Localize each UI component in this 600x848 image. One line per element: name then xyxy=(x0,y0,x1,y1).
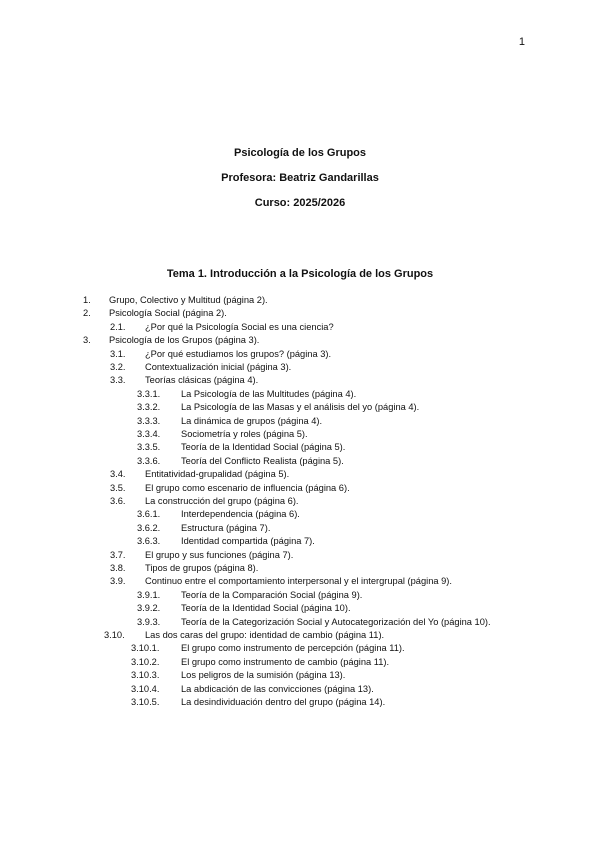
toc-item-text: La dinámica de grupos (página 4). xyxy=(181,415,323,426)
toc-item-number: 3.8. xyxy=(110,563,126,573)
toc-item-number: 3.3.2. xyxy=(137,402,161,413)
toc-item-text: ¿Por qué estudiamos los grupos? (página 3). xyxy=(145,348,332,359)
toc-item-number: 2.1. xyxy=(110,321,126,332)
toc-item-number: 3.6.3. xyxy=(137,536,161,547)
toc-item-text: La desindividuación dentro del grupo (página 14). xyxy=(181,697,386,707)
toc-item-number: 3.4. xyxy=(110,469,126,480)
toc-item-text: El grupo como instrumento de percepción (página 11). xyxy=(181,643,405,654)
toc-item-number: 3.10.3. xyxy=(131,670,160,681)
course-title: Psicología de los Grupos xyxy=(233,147,367,159)
toc-item-text: La abdicación de las convicciones (página 13). xyxy=(181,683,374,694)
toc-item-number: 3.3.4. xyxy=(137,429,161,439)
toc-item-text: Teoría de la Identidad Social (página 5). xyxy=(181,442,346,453)
toc-item-number: 3. xyxy=(83,335,91,346)
toc-item-number: 3.10. xyxy=(104,630,125,640)
toc-item-text: Los peligros de la sumisión (página 13). xyxy=(181,670,346,681)
toc-item-text: Psicología de los Grupos (página 3). xyxy=(109,335,260,346)
toc-item-text: Teorías clásicas (página 4). xyxy=(145,375,259,386)
toc-item-number: 3.9.1. xyxy=(137,589,161,600)
toc-item-text: Teoría de la Comparación Social (página 9). xyxy=(181,589,363,600)
toc-item-number: 3.10.4. xyxy=(131,683,160,694)
toc-item-text: La construcción del grupo (página 6). xyxy=(145,496,299,506)
toc-item-text: Teoría de la Identidad Social (página 10). xyxy=(181,603,351,614)
page-number: 1 xyxy=(518,36,525,48)
toc-item-text: Interdependencia (página 6). xyxy=(181,509,300,520)
toc-item-number: 3.3.5. xyxy=(137,442,161,453)
professor-name: Profesora: Beatriz Gandarillas xyxy=(221,172,379,184)
toc-item-number: 1. xyxy=(83,295,91,305)
course-year: Curso: 2025/2026 xyxy=(254,197,346,209)
toc-item-text: El grupo como instrumento de cambio (página 11). xyxy=(181,656,390,667)
toc-item-text: La Psicología de las Masas y el análisis del yo (página 4). xyxy=(181,402,420,413)
toc-item-number: 3.5. xyxy=(110,482,126,493)
toc-item-text: Estructura (página 7). xyxy=(181,522,271,533)
toc-item-text: Entitatividad-grupalidad (página 5). xyxy=(145,469,290,480)
toc-item-number: 3.10.1. xyxy=(131,643,160,654)
topic-title: Tema 1. Introducción a la Psicología de los Grupos xyxy=(166,268,434,280)
toc-item-number: 3.6.1. xyxy=(137,509,161,520)
toc-item-number: 3.9. xyxy=(110,576,126,587)
toc-item-text: Teoría del Conflicto Realista (página 5). xyxy=(181,455,344,466)
toc-item-number: 3.6. xyxy=(110,496,126,506)
toc-item-text: El grupo y sus funciones (página 7). xyxy=(145,549,294,560)
toc-item-text: Contextualización inicial (página 3). xyxy=(145,362,292,372)
toc-item-number: 3.10.2. xyxy=(131,656,160,667)
toc-item-number: 3.7. xyxy=(110,549,126,560)
toc-item-number: 3.3.3. xyxy=(137,415,161,426)
toc-item-number: 3.3.6. xyxy=(137,455,161,466)
toc-item-number: 3.3. xyxy=(110,375,126,386)
toc-item-text: Sociometría y roles (página 5). xyxy=(181,429,308,439)
toc-item-number: 3.10.5. xyxy=(131,697,160,707)
toc-item-number: 3.3.1. xyxy=(137,388,161,399)
toc-item-text: Continuo entre el comportamiento interpersonal y el intergrupal (página 9). xyxy=(145,576,452,587)
toc-item-text: Grupo, Colectivo y Multitud (página 2). xyxy=(109,295,268,305)
toc-item-number: 3.1. xyxy=(110,348,126,359)
toc-item-text: Psicología Social (página 2). xyxy=(109,308,227,319)
toc-item-text: La Psicología de las Multitudes (página 4). xyxy=(181,388,357,399)
toc-item-text: Teoría de la Categorización Social y Autocategorización del Yo (página 10). xyxy=(181,616,491,627)
toc-item-number: 3.2. xyxy=(110,362,126,372)
toc-item-number: 3.9.3. xyxy=(137,616,161,627)
toc-item-number: 3.9.2. xyxy=(137,603,161,614)
toc-item-text: El grupo como escenario de influencia (página 6). xyxy=(145,482,350,493)
toc-item-text: Las dos caras del grupo: identidad de cambio (página 11). xyxy=(145,630,385,640)
toc-item-text: ¿Por qué la Psicología Social es una ciencia? xyxy=(145,321,334,332)
toc-item-text: Tipos de grupos (página 8). xyxy=(145,563,259,573)
toc-item-number: 2. xyxy=(83,308,91,319)
toc-item-text: Identidad compartida (página 7). xyxy=(181,536,315,547)
toc-item-number: 3.6.2. xyxy=(137,522,161,533)
